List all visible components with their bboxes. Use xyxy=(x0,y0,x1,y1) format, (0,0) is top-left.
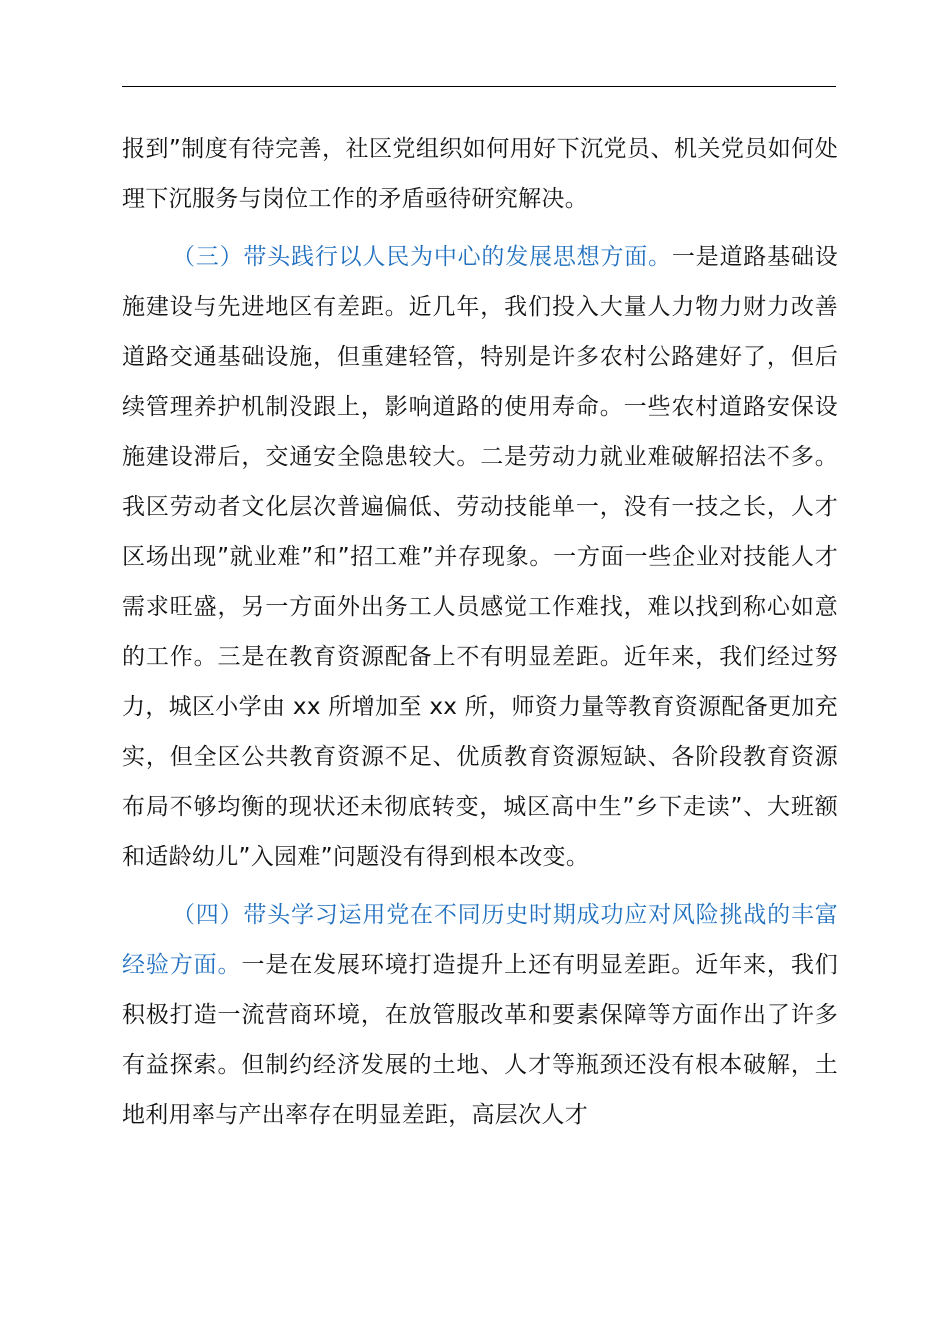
header-rule xyxy=(122,86,836,87)
paragraph-text: 一是在发展环境打造提升上还有明显差距。近年来，我们积极打造一流营商环境，在放管服改革和要素保障等方面作出了许多有益探索。但制约经济发展的土地、人才等瓶颈还没有根本破解，土地利用率与产出率存在明显差距，高层次人才 xyxy=(122,952,839,1128)
paragraph-section-four xyxy=(122,890,838,1140)
paragraph-continuation xyxy=(122,124,838,224)
section-heading-three: （三）带头践行以人民为中心的发展思想方面。 xyxy=(172,244,672,270)
paragraph-section-three xyxy=(122,232,838,882)
paragraph-text: 一是道路基础设施建设与先进地区有差距。近几年，我们投入大量人力物力财力改善道路交通基础设施，但重建轻管，特别是许多农村公路建好了，但后续管理养护机制没跟上，影响道路的使用寿命。一些农村道路安保设施建设滞后，交通安全隐患较大。二是劳动力就业难破解招法不多。我区劳动者文化层次普遍偏低、劳动技能单一，没有一技之长，人才区场出现”就业难”和”招工难”并存现象。一方面一些企业对技能人才需求旺盛，另一方面外出务工人员感觉工作难找，难以找到称心如意的工作。三是在教育资源配备上不有明显差距。近年来，我们经过努力，城区小学由 xx 所增加至 xx 所，师资力量等教育资源配备更加充实，但全区公共教育资源不足、优质教育资源短缺、各阶段教育资源布局不够均衡的现状还未彻底转变，城区高中生”乡下走读”、大班额和适龄幼儿”入园难”问题没有得到根本改变。 xyxy=(122,244,838,870)
document-body xyxy=(122,124,838,1140)
paragraph-text: 报到”制度有待完善，社区党组织如何用好下沉党员、机关党员如何处理下沉服务与岗位工作的矛盾亟待研究解决。 xyxy=(122,136,838,212)
section-heading-four: （四）带头学习运用党在不同历史时期成功应对风险挑战的丰富经验方面。 xyxy=(122,902,838,978)
